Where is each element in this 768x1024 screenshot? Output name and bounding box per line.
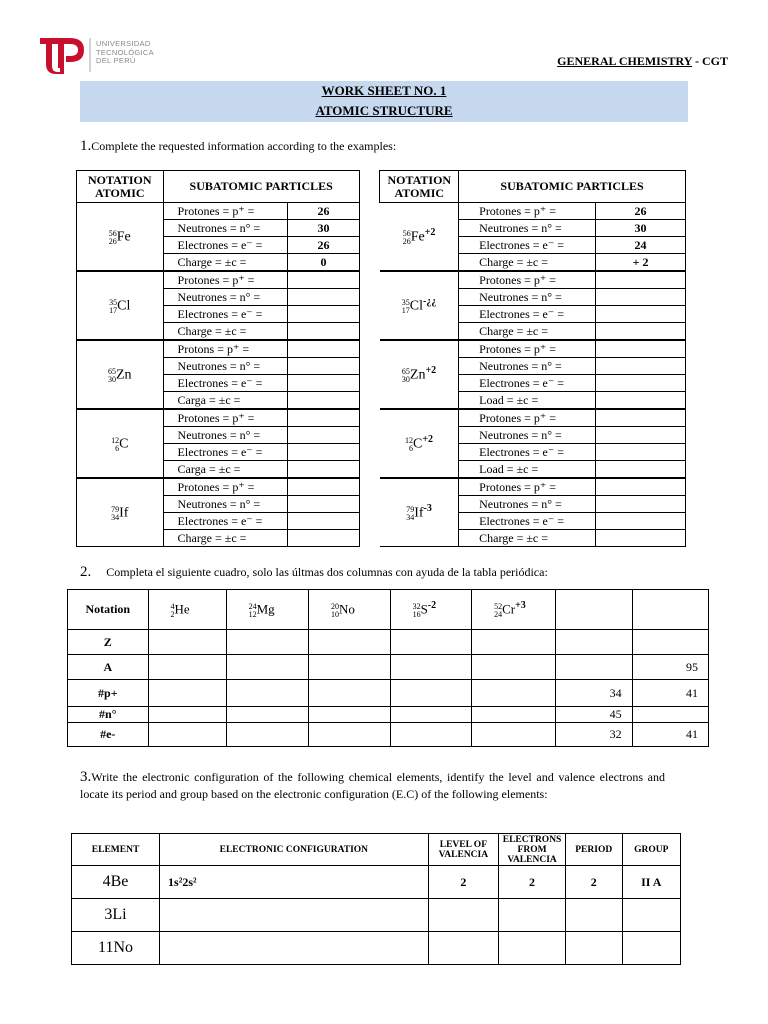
electrons-cell[interactable] [499, 932, 566, 965]
answer-cell[interactable]: 32 [556, 723, 632, 747]
particle-label: Neutrones = n° = [459, 289, 596, 306]
particle-label: Carga = ±c = [163, 392, 288, 409]
q2-number: 2. [80, 564, 92, 580]
particle-label: Neutrones = n° = [459, 427, 596, 444]
header-electrons: ELECTRONS FROM VALENCIA [499, 834, 566, 866]
answer-cell[interactable] [556, 630, 632, 655]
particle-label: Neutrones = n° = [459, 358, 596, 375]
notation-column-header [226, 590, 308, 630]
notation-cell [77, 479, 164, 547]
title-line-2: ATOMIC STRUCTURE [315, 103, 453, 118]
q3-text: Write the electronic configuration of the following chemical elements, identify the level and valence electrons and locate its period and group based on the electronic configuration (E.C) of the following elements: [80, 770, 665, 801]
element-symbol: He [174, 601, 190, 617]
answer-cell[interactable] [596, 513, 686, 530]
particle-label: Electrones = e⁻ = [459, 375, 596, 392]
answer-cell[interactable] [226, 630, 308, 655]
answer-cell[interactable]: 45 [556, 707, 632, 723]
particle-label: Protones = p⁺ = [459, 272, 596, 289]
config-cell[interactable] [160, 932, 429, 965]
element-symbol: No [113, 939, 133, 956]
period-cell[interactable] [565, 899, 622, 932]
particle-label: Charge = ±c = [163, 254, 288, 271]
answer-cell[interactable] [472, 707, 556, 723]
answer-cell[interactable] [308, 707, 390, 723]
isotope-notation [108, 365, 132, 384]
element-symbol: C [413, 436, 423, 452]
header-level: LEVEL OF VALENCIA [428, 834, 499, 866]
ion-charge: -3 [423, 503, 432, 515]
period-cell[interactable] [565, 932, 622, 965]
q1-number: 1. [80, 138, 92, 154]
atomic-number: 17 [401, 305, 410, 315]
logo-line: DEL PERÚ [96, 56, 136, 65]
ion-charge: +2 [424, 227, 436, 239]
answer-cell[interactable]: 30 [288, 220, 360, 237]
answer-cell[interactable] [596, 375, 686, 392]
answer-cell[interactable] [390, 707, 472, 723]
answer-cell[interactable] [596, 496, 686, 513]
periodic-table-exercise [67, 589, 709, 747]
answer-cell[interactable] [596, 306, 686, 323]
row-label: #n° [68, 707, 149, 723]
header-element: ELEMENT [72, 834, 160, 866]
logo-line: TECNOLÓGICA [96, 47, 154, 57]
ion-charge: +2 [422, 434, 434, 446]
element-symbol: Cl [409, 298, 423, 314]
notation-column-header [472, 590, 556, 630]
answer-cell[interactable]: 41 [632, 723, 708, 747]
notation-cell [380, 203, 459, 271]
header-subatomic: SUBATOMIC PARTICLES [459, 171, 686, 203]
particle-label: Protones = p⁺ = [163, 410, 288, 427]
q2-table [67, 589, 709, 747]
answer-cell[interactable]: 26 [288, 237, 360, 254]
answer-cell[interactable] [288, 461, 360, 478]
answer-cell[interactable] [288, 341, 360, 358]
answer-cell[interactable] [596, 530, 686, 547]
answer-cell[interactable] [596, 323, 686, 340]
particle-label: Electrones = e⁻ = [163, 306, 288, 323]
mass-number: 52 [494, 601, 503, 611]
atomic-number: 2 [170, 609, 175, 619]
notation-cell [77, 203, 164, 271]
notation-cell [77, 410, 164, 478]
answer-cell[interactable] [308, 680, 390, 707]
mass-number: 79 [406, 504, 415, 514]
course-title: GENERAL CHEMISTRY [557, 54, 692, 68]
answer-cell[interactable] [288, 410, 360, 427]
particle-label: Neutrones = n° = [163, 496, 288, 513]
element-symbol: S [420, 601, 428, 617]
header-group: GROUP [622, 834, 681, 866]
particle-label: Neutrones = n° = [163, 289, 288, 306]
element-symbol: Zn [115, 367, 132, 383]
notation-column-header [390, 590, 472, 630]
header-notation: NOTATION ATOMIC [380, 171, 459, 203]
electrons-cell[interactable]: 2 [499, 866, 566, 899]
answer-cell[interactable] [632, 630, 708, 655]
title-line-1: WORK SHEET NO. 1 [321, 83, 447, 98]
atomic-number: 17 [109, 305, 118, 315]
atomic-number: 30 [401, 374, 410, 384]
mass-number: 24 [248, 601, 257, 611]
particle-label: Carga = ±c = [163, 461, 288, 478]
electrons-cell[interactable] [499, 899, 566, 932]
isotope-notation [171, 600, 190, 618]
particle-label: Electrones = e⁻ = [459, 513, 596, 530]
notation-cell [380, 341, 459, 409]
particle-label: Charge = ±c = [163, 323, 288, 340]
answer-cell[interactable] [288, 427, 360, 444]
level-cell[interactable]: 2 [428, 866, 499, 899]
notation-column-header [632, 590, 708, 630]
mass-number: 65 [401, 366, 410, 376]
ion-charge: -2 [427, 600, 437, 612]
element-symbol: Cl [117, 298, 131, 314]
element-symbol: Zn [409, 367, 426, 383]
answer-cell[interactable] [288, 358, 360, 375]
answer-cell[interactable] [148, 630, 226, 655]
particle-label: Electrones = e⁻ = [459, 306, 596, 323]
notation-cell [380, 410, 459, 478]
isotope-notation [111, 434, 128, 453]
answer-cell[interactable] [288, 513, 360, 530]
isotope-notation [406, 503, 432, 522]
answer-cell[interactable] [596, 461, 686, 478]
answer-cell[interactable] [288, 289, 360, 306]
q3-number: 3. [80, 769, 92, 785]
level-cell[interactable] [428, 899, 499, 932]
answer-cell[interactable]: 30 [596, 220, 686, 237]
particle-label: Protones = p⁺ = [163, 203, 288, 220]
answer-cell[interactable] [596, 427, 686, 444]
answer-cell[interactable] [596, 392, 686, 409]
answer-cell[interactable] [288, 392, 360, 409]
answer-cell[interactable]: 26 [288, 203, 360, 220]
q2-instruction [80, 564, 548, 581]
notation-cell [77, 272, 164, 340]
ion-charge: +2 [425, 365, 437, 377]
answer-cell[interactable] [226, 655, 308, 680]
answer-cell[interactable] [308, 723, 390, 747]
electronic-configuration-table [71, 833, 681, 965]
particle-label: Electrones = e⁻ = [163, 444, 288, 461]
config-cell[interactable] [160, 899, 429, 932]
q1-text: Complete the requested information according to the examples: [91, 139, 397, 153]
mass-number: 35 [109, 297, 118, 307]
element-symbol: No [338, 601, 355, 617]
q1-instruction [80, 138, 396, 155]
ion-charge: -¿¿ [422, 296, 437, 308]
answer-cell[interactable] [596, 341, 686, 358]
particle-label: Protones = p⁺ = [459, 479, 596, 496]
atomic-number: 11 [98, 939, 114, 956]
answer-cell[interactable]: 34 [556, 680, 632, 707]
mass-number: 56 [402, 228, 411, 238]
element-symbol: Mg [256, 601, 275, 617]
particle-label: Electrones = e⁻ = [163, 375, 288, 392]
answer-cell[interactable] [596, 358, 686, 375]
group-cell[interactable] [622, 932, 681, 965]
answer-cell[interactable] [288, 479, 360, 496]
answer-cell[interactable] [390, 680, 472, 707]
isotope-notation [249, 600, 275, 618]
particle-label: Neutrones = n° = [163, 358, 288, 375]
particle-label: Neutrones = n° = [459, 496, 596, 513]
element-symbol: If [119, 505, 129, 521]
mass-number: 32 [412, 601, 421, 611]
isotope-notation [413, 600, 437, 618]
particle-label: Protones = p⁺ = [459, 341, 596, 358]
answer-cell[interactable]: 95 [632, 655, 708, 680]
particle-label: Protons = p⁺ = [163, 341, 288, 358]
atomic-number: 26 [402, 236, 411, 246]
mass-number: 20 [330, 601, 339, 611]
mass-number: 56 [108, 228, 117, 238]
answer-cell[interactable] [472, 723, 556, 747]
answer-cell[interactable] [288, 530, 360, 547]
answer-cell[interactable] [472, 655, 556, 680]
atomic-number: 6 [115, 443, 120, 453]
course-name [557, 54, 728, 69]
answer-cell[interactable] [556, 655, 632, 680]
answer-cell[interactable] [308, 630, 390, 655]
answer-cell[interactable] [596, 272, 686, 289]
mass-number: 65 [107, 366, 116, 376]
notation-column-header [308, 590, 390, 630]
particle-label: Protones = p⁺ = [163, 272, 288, 289]
answer-cell[interactable] [148, 680, 226, 707]
element-symbol: Fe [116, 229, 131, 245]
answer-cell[interactable] [148, 655, 226, 680]
element-symbol: C [119, 436, 129, 452]
answer-cell[interactable] [596, 410, 686, 427]
answer-cell[interactable] [288, 375, 360, 392]
answer-cell[interactable]: + 2 [596, 254, 686, 271]
atomic-number: 26 [108, 236, 117, 246]
element-symbol: Fe [410, 229, 425, 245]
q2-text: Completa el siguiente cuadro, solo las últmas dos columnas con ayuda de la tabla periódica: [106, 565, 548, 579]
answer-cell[interactable] [596, 444, 686, 461]
particle-label: Neutrones = n° = [163, 220, 288, 237]
row-label: #e- [68, 723, 149, 747]
header-notation: NOTATION ATOMIC [77, 171, 164, 203]
isotope-notation [494, 600, 526, 618]
period-cell[interactable]: 2 [565, 866, 622, 899]
answer-cell[interactable] [596, 479, 686, 496]
mass-number: 12 [405, 435, 414, 445]
mass-number: 4 [170, 601, 175, 611]
mass-number: 35 [401, 297, 410, 307]
particle-label: Protones = p⁺ = [163, 479, 288, 496]
particle-label: Charge = ±c = [459, 530, 596, 547]
mass-number: 12 [111, 435, 120, 445]
element-symbol: Cr [502, 601, 516, 617]
particle-label: Electrones = e⁻ = [459, 444, 596, 461]
answer-cell[interactable]: 0 [288, 254, 360, 271]
notation-column-header [556, 590, 632, 630]
atomic-number: 6 [409, 443, 414, 453]
notation-header: Notation [68, 590, 149, 630]
element-cell [72, 932, 160, 965]
particle-label: Protones = p⁺ = [459, 203, 596, 220]
isotope-notation [402, 365, 436, 384]
particle-label: Load = ±c = [459, 461, 596, 478]
notation-cell [380, 479, 459, 547]
isotope-notation [109, 227, 131, 246]
atomic-number: 12 [248, 609, 257, 619]
row-label: #p+ [68, 680, 149, 707]
answer-cell[interactable] [288, 306, 360, 323]
particle-label: Neutrones = n° = [459, 220, 596, 237]
answer-cell[interactable] [390, 655, 472, 680]
header-subatomic: SUBATOMIC PARTICLES [163, 171, 359, 203]
particle-label: Neutrones = n° = [163, 427, 288, 444]
isotope-notation [402, 296, 437, 315]
config-cell[interactable]: 1s²2s² [160, 866, 429, 899]
answer-cell[interactable] [288, 496, 360, 513]
answer-cell[interactable] [472, 680, 556, 707]
atomic-number: 34 [406, 512, 415, 522]
notation-cell [380, 272, 459, 340]
atomic-number: 34 [111, 512, 120, 522]
particle-label: Electrones = e⁻ = [459, 237, 596, 254]
level-cell[interactable] [428, 932, 499, 965]
particle-label: Electrones = e⁻ = [163, 513, 288, 530]
answer-cell[interactable] [390, 630, 472, 655]
element-symbol: Li [112, 906, 127, 923]
atomic-number: 24 [494, 609, 503, 619]
q3-table [71, 833, 681, 965]
particle-label: Charge = ±c = [459, 254, 596, 271]
atomic-structure-table [76, 170, 686, 547]
logo-text [96, 40, 154, 66]
answer-cell[interactable] [390, 723, 472, 747]
answer-cell[interactable] [632, 707, 708, 723]
answer-cell[interactable] [226, 680, 308, 707]
course-code: - CGT [692, 54, 728, 68]
answer-cell[interactable]: 24 [596, 237, 686, 254]
particle-label: Electrones = e⁻ = [163, 237, 288, 254]
particle-label: Protones = p⁺ = [459, 410, 596, 427]
answer-cell[interactable] [288, 272, 360, 289]
particle-label: Load = ±c = [459, 392, 596, 409]
atomic-number: 10 [330, 609, 339, 619]
isotope-notation [405, 434, 433, 453]
page-title [80, 81, 688, 122]
ion-charge: +3 [515, 600, 526, 612]
element-cell [72, 899, 160, 932]
answer-cell[interactable] [148, 723, 226, 747]
answer-cell[interactable]: 41 [632, 680, 708, 707]
notation-cell [77, 341, 164, 409]
answer-cell[interactable] [226, 707, 308, 723]
answer-cell[interactable] [148, 707, 226, 723]
q1-table [76, 170, 686, 547]
isotope-notation [111, 503, 128, 522]
header-period: PERIOD [565, 834, 622, 866]
element-symbol: Be [110, 873, 129, 890]
isotope-notation [331, 600, 355, 618]
group-cell[interactable] [622, 899, 681, 932]
answer-cell[interactable] [596, 289, 686, 306]
answer-cell[interactable] [472, 630, 556, 655]
answer-cell[interactable] [288, 444, 360, 461]
q3-instruction [80, 769, 665, 803]
row-label: A [68, 655, 149, 680]
atomic-number: 3 [104, 906, 113, 923]
isotope-notation [109, 296, 130, 315]
answer-cell[interactable] [308, 655, 390, 680]
header-config: ELECTRONIC CONFIGURATION [160, 834, 429, 866]
answer-cell[interactable]: 26 [596, 203, 686, 220]
row-label: Z [68, 630, 149, 655]
particle-label: Charge = ±c = [459, 323, 596, 340]
atomic-number: 16 [412, 609, 421, 619]
group-cell[interactable]: II A [622, 866, 681, 899]
atomic-number: 4 [102, 873, 111, 890]
isotope-notation [403, 227, 436, 246]
atomic-number: 30 [107, 374, 116, 384]
answer-cell[interactable] [226, 723, 308, 747]
logo-line: UNIVERSIDAD [96, 39, 151, 48]
mass-number: 79 [111, 504, 120, 514]
element-cell [72, 866, 160, 899]
element-symbol: If [414, 505, 424, 521]
particle-label: Charge = ±c = [163, 530, 288, 547]
answer-cell[interactable] [288, 323, 360, 340]
notation-column-header [148, 590, 226, 630]
